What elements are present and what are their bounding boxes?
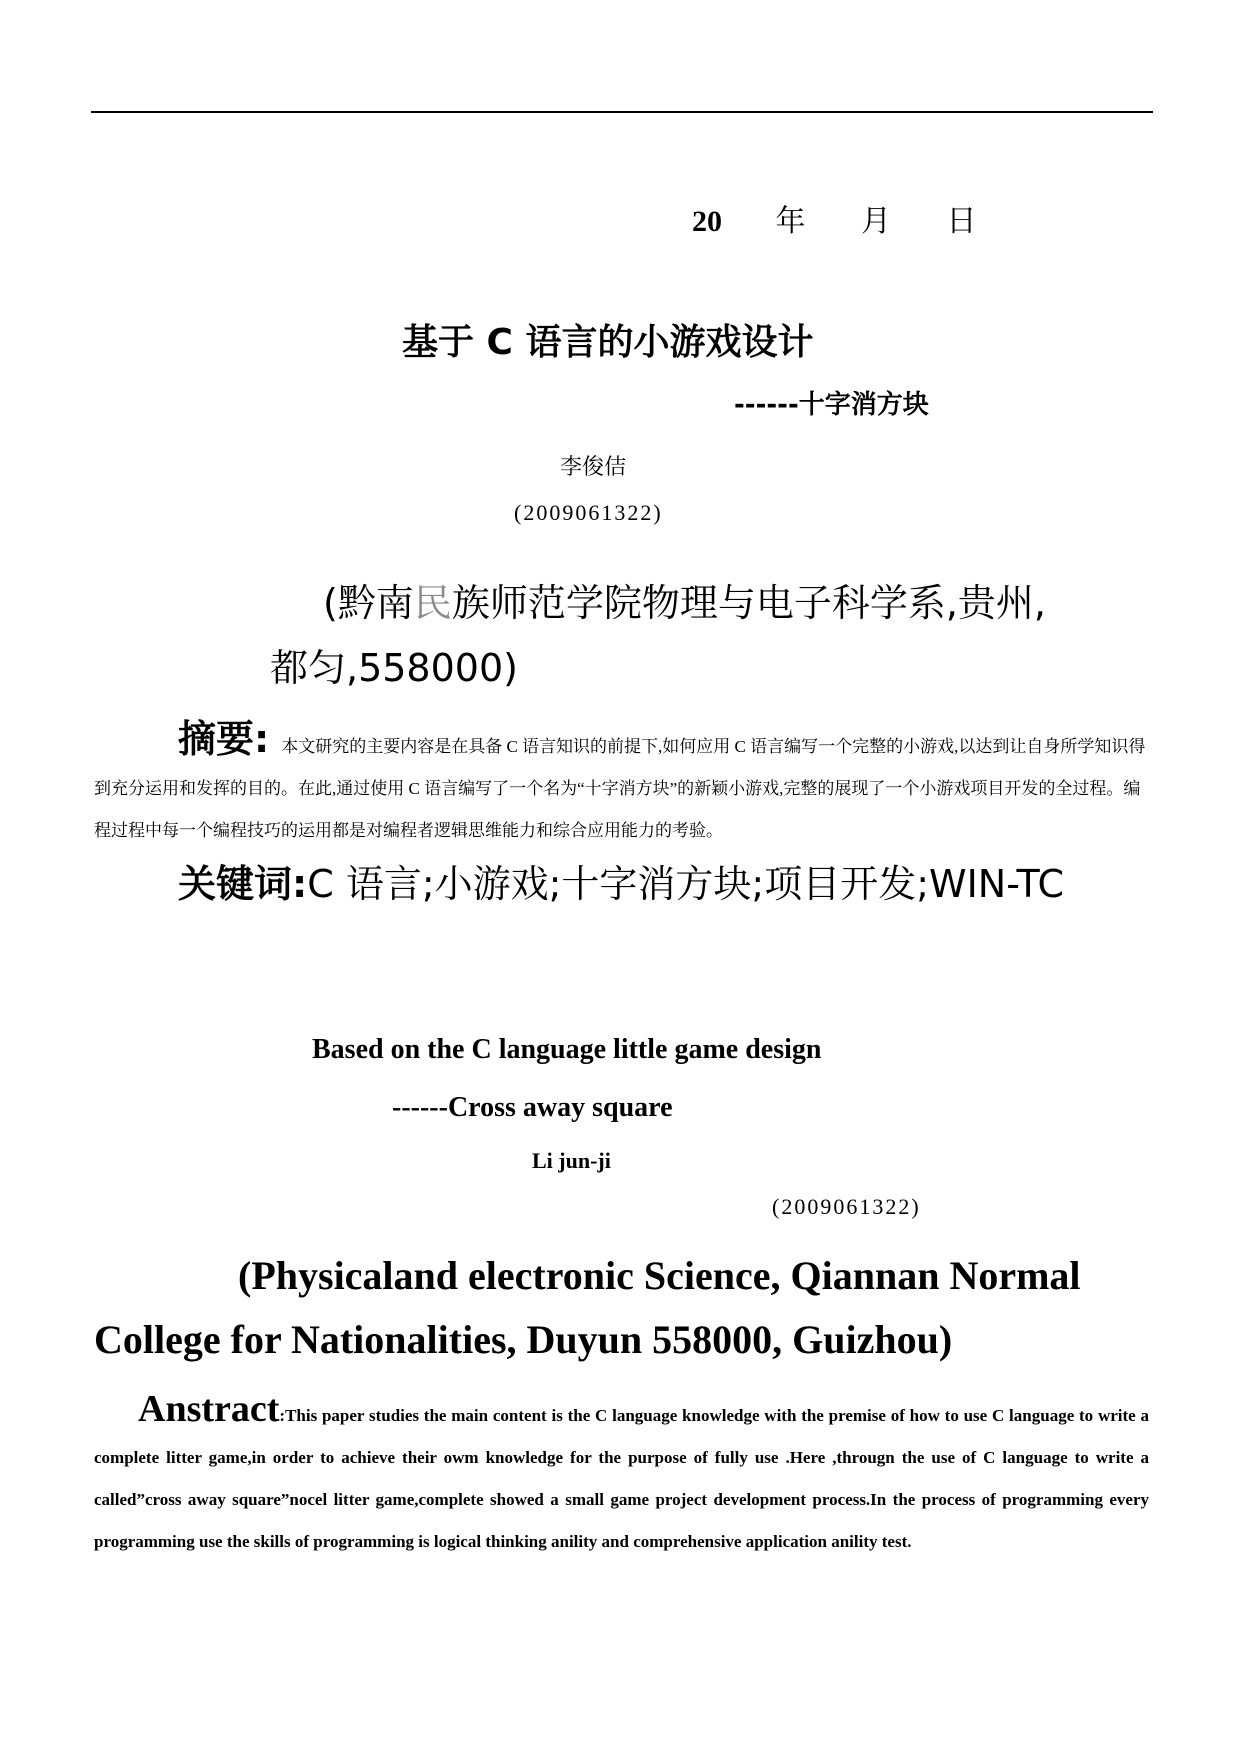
header-rule: [91, 111, 1153, 113]
cn-keywords-text: C 语言;小游戏;十字消方块;项目开发;WIN-TC: [307, 862, 1064, 906]
cn-affiliation-line1-rest: 族师范学院物理与电子科学系,贵州,: [451, 581, 1047, 625]
en-abstract-label: Anstract: [138, 1388, 280, 1430]
cn-title: 基于 C 语言的小游戏设计: [402, 322, 814, 363]
cn-author: 李俊佶: [560, 454, 627, 479]
date-line: [692, 196, 977, 240]
date-day-unit: 日: [946, 205, 977, 238]
cn-abstract-text: 本文研究的主要内容是在具备 C 语言知识的前提下,如何应用 C 语言编写一个完整的小游戏,以达到让自身所学知识得到充分运用和发挥的目的。在此,通过使用 C 语言编写了一个名为“十字消方块”的新颖小游戏,完整的展现了一个小游戏项目开发的全过程。编程过程中每一个编程技巧的运用都是对编程者逻辑思维能力和综合应用能力的考验。: [94, 737, 1146, 840]
en-abstract: [94, 1388, 1149, 1563]
en-subtitle: ------Cross away square: [392, 1092, 673, 1123]
date-year: 20: [692, 205, 722, 238]
cn-subtitle: ------十字消方块: [734, 390, 929, 420]
cn-keywords-label: 关键词:: [178, 862, 308, 906]
cn-abstract-label: 摘要:: [178, 717, 270, 761]
cn-student-id: (2009061322): [514, 500, 663, 525]
en-title: Based on the C language little game design: [312, 1034, 822, 1065]
date-year-unit: 年: [775, 205, 806, 238]
cn-affiliation-open: (黔南: [323, 581, 414, 625]
cn-keywords: [94, 860, 1164, 908]
date-month-unit: 月: [861, 205, 891, 238]
cn-abstract: [94, 718, 1153, 852]
en-abstract-text: :This paper studies the main content is the C language knowledge with the premise of how to use C language to write a complete litter game,in order to achieve their owm knowledge for the purpose of fully use .Here ,througn the use of C language to write a called”cross away square”nocel litter game,complete showed a small game project development process.In the process of programming every programming use the skills of programming is logical thinking anility and comprehensive application anility test.: [94, 1406, 1149, 1551]
cn-affiliation-highlight: 民: [413, 581, 452, 625]
cn-affiliation-line-1: [323, 572, 1046, 627]
en-affiliation-line-1: (Physicaland electronic Science, Qiannan Normal: [238, 1253, 1081, 1298]
en-affiliation-line-2: College for Nationalities, Duyun 558000, Guizhou): [94, 1317, 953, 1362]
en-author: Li jun-ji: [532, 1148, 611, 1173]
en-student-id: (2009061322): [772, 1194, 921, 1219]
cn-affiliation-line-2: 都匀,558000): [270, 646, 518, 690]
